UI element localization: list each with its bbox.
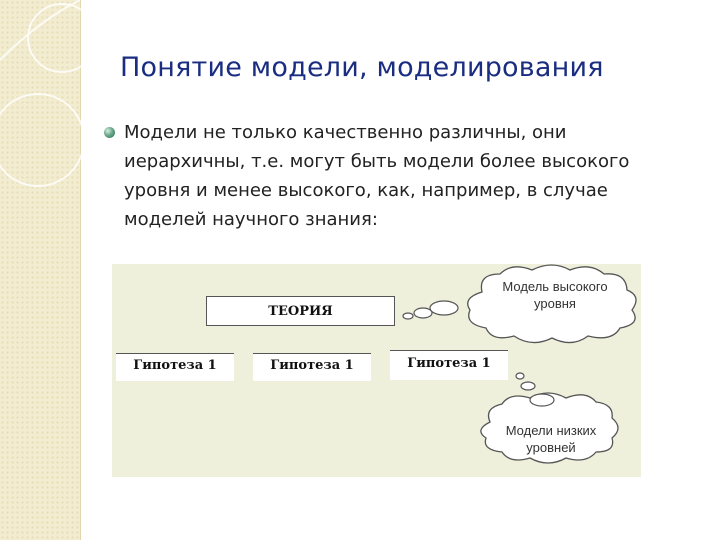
hypothesis-box: [390, 350, 508, 380]
cloud-low-line: Модели низких: [505, 423, 597, 438]
decorative-circles: [0, 0, 120, 220]
bullet-icon: [104, 127, 115, 138]
thought-bubbles-high: [403, 301, 458, 319]
cloud-high-text: [480, 278, 630, 312]
theory-box: [206, 296, 395, 326]
theory-label: ТЕОРИЯ: [268, 303, 333, 319]
hierarchy-figure: [112, 264, 641, 477]
slide-title: Понятие модели, моделирования: [120, 52, 604, 83]
body-line: Модели не только качественно различны, они: [124, 122, 567, 143]
body-line: уровня и менее высокого, как, например, в случае: [124, 180, 608, 201]
body-line: иерархичны, т.е. могут быть модели более высокого: [124, 151, 630, 172]
body-paragraph: [124, 118, 694, 234]
cloud-low-text: [488, 422, 614, 456]
hypothesis-box: [116, 353, 234, 381]
cloud-high-line: уровня: [534, 296, 576, 311]
cloud-high-line: Модель высокого: [502, 279, 608, 294]
hypothesis-box: [253, 353, 371, 381]
hypothesis-label: Гипотеза 1: [270, 358, 354, 373]
body-line: моделей научного знания:: [124, 209, 378, 230]
cloud-low-line: уровней: [526, 440, 576, 455]
hypothesis-label: Гипотеза 1: [407, 356, 491, 371]
hypothesis-label: Гипотеза 1: [133, 358, 217, 373]
